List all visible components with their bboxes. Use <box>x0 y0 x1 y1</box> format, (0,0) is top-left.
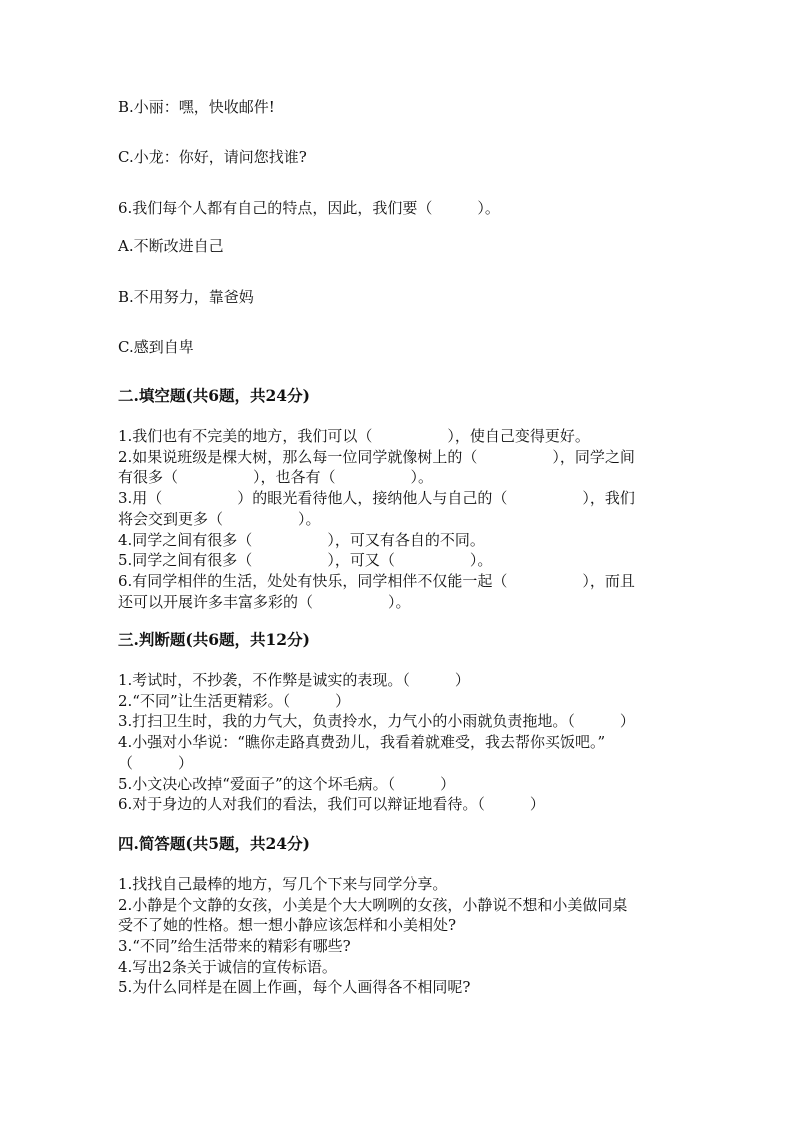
section-3-title: 三.判断题(共6题，共12分) <box>118 630 310 649</box>
short-answer-line: 受不了她的性格。想一想小静应该怎样和小美相处? <box>118 916 457 934</box>
fill-line: 5.同学之间有很多（ ），可又（ ）。 <box>118 551 493 569</box>
section-2-title: 二.填空题(共6题，共24分) <box>118 386 310 405</box>
fill-line: 还可以开展许多丰富多彩的（ ）。 <box>118 593 411 611</box>
short-answer-line: 5.为什么同样是在圆上作画，每个人画得各不相同呢? <box>118 978 471 996</box>
question-6-choice-a: A.不断改进自己 <box>118 237 224 255</box>
judge-line: 1.考试时，不抄袭，不作弊是诚实的表现。（ ） <box>118 671 470 689</box>
judge-line: 4.小强对小华说：“瞧你走路真费劲儿，我看着就难受，我去帮你买饭吧。” <box>118 733 606 751</box>
question-6-choice-c: C.感到自卑 <box>118 338 194 356</box>
short-answer-line: 1.找找自己最棒的地方，写几个下来与同学分享。 <box>118 875 448 893</box>
short-answer-line: 3.“不同”给生活带来的精彩有哪些? <box>118 937 351 955</box>
fill-line: 4.同学之间有很多（ ），可又有各自的不同。 <box>118 531 485 549</box>
short-answer-line: 2.小静是个文静的女孩，小美是个大大咧咧的女孩，小静说不想和小美做同桌 <box>118 896 628 914</box>
choice-c-prev: C.小龙：你好，请问您找谁? <box>118 148 307 166</box>
choice-b-prev: B.小丽：嘿，快收邮件! <box>118 98 275 116</box>
fill-line: 将会交到更多（ ）。 <box>118 510 321 528</box>
section-4-title: 四.简答题(共5题，共24分) <box>118 834 310 853</box>
judge-line: 5.小文决心改掉“爱面子”的这个坏毛病。（ ） <box>118 775 456 793</box>
fill-line: 有很多（ ），也各有（ ）。 <box>118 468 434 486</box>
fill-line: 2.如果说班级是棵大树，那么每一位同学就像树上的（ ），同学之间 <box>118 448 635 466</box>
judge-line: 6.对于身边的人对我们的看法，我们可以辩证地看待。（ ） <box>118 795 545 813</box>
fill-line: 3.用（ ）的眼光看待他人，接纳他人与自己的（ ），我们 <box>118 489 635 507</box>
fill-line: 1.我们也有不完美的地方，我们可以（ ），使自己变得更好。 <box>118 427 590 445</box>
question-6-choice-b: B.不用努力，靠爸妈 <box>118 288 254 306</box>
judge-line: 2.“不同”让生活更精彩。（ ） <box>118 692 351 710</box>
short-answer-line: 4.写出2条关于诚信的宣传标语。 <box>118 958 337 976</box>
fill-line: 6.有同学相伴的生活，处处有快乐，同学相伴不仅能一起（ ），而且 <box>118 572 635 590</box>
judge-line: 3.打扫卫生时，我的力气大，负责拎水，力气小的小雨就负责拖地。（ ） <box>118 712 635 730</box>
question-6-stem: 6.我们每个人都有自己的特点，因此，我们要（ ）。 <box>118 199 500 217</box>
judge-line: （ ） <box>118 754 194 772</box>
